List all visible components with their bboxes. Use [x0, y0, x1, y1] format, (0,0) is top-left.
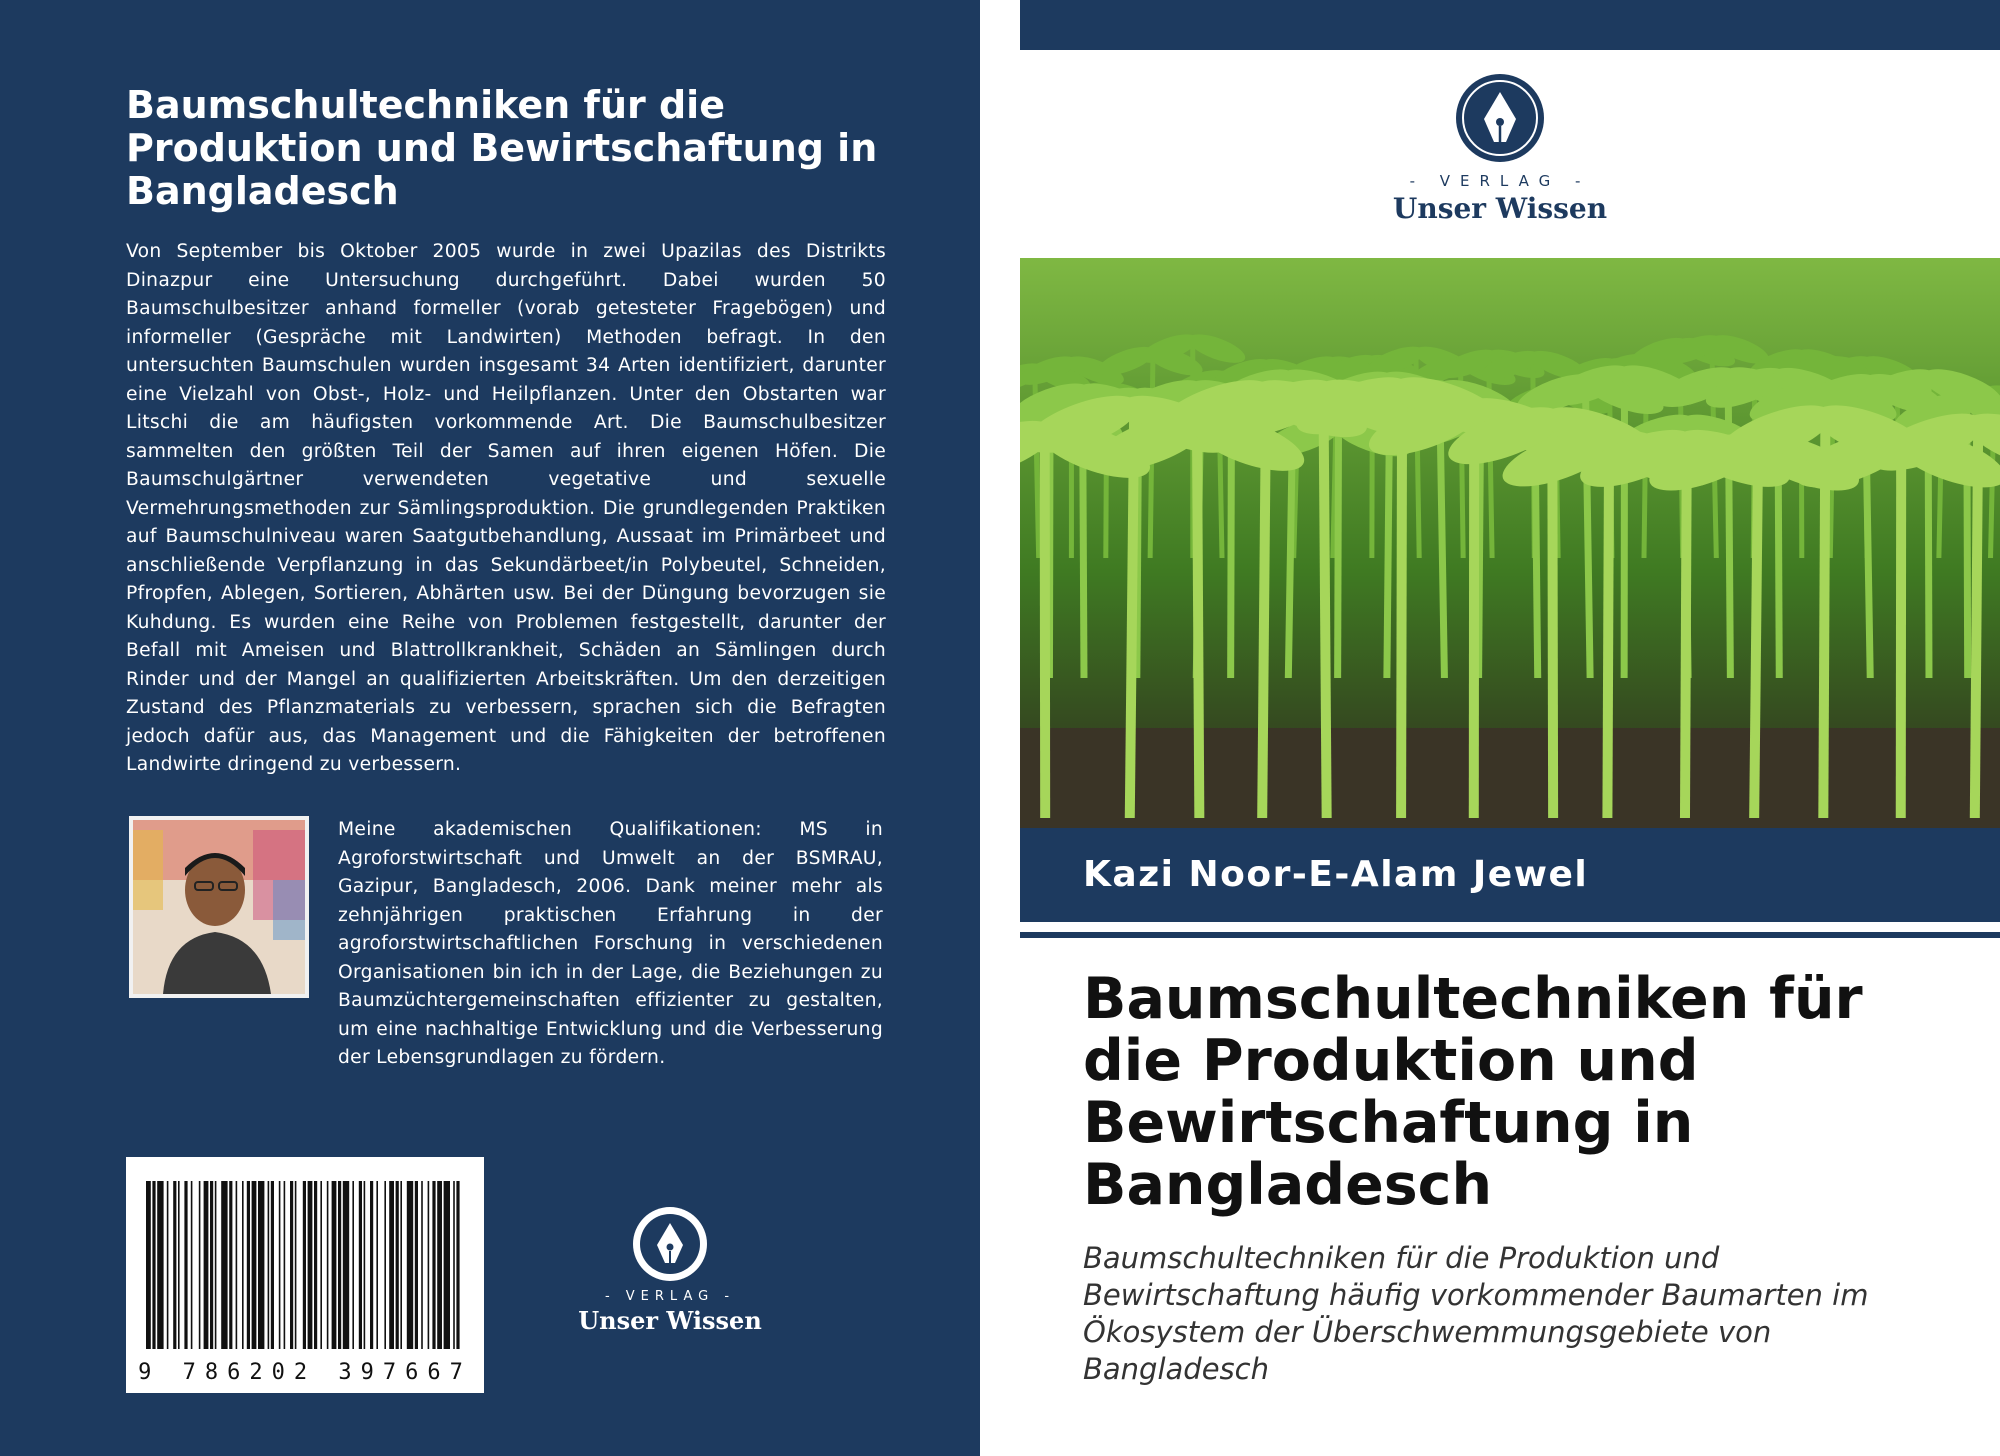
author-name: Kazi Noor-E-Alam Jewel: [1083, 854, 1589, 895]
divider-rule: [1020, 932, 2000, 938]
pen-nib-icon: [631, 1205, 709, 1283]
cover-photo-seedlings: [1020, 258, 2000, 828]
publisher-verlag-label: - VERLAG -: [604, 1289, 736, 1304]
publisher-name: Unser Wissen: [1392, 192, 1608, 225]
publisher-logo-back: [578, 1205, 762, 1335]
front-top-bar: [1020, 0, 2000, 50]
back-cover-title: Baumschultechniken für die Produktion und Bewirtschaftung in Bangladesch: [126, 83, 878, 213]
author-band: [1020, 828, 2000, 922]
isbn-number: 9 786202 397667: [138, 1360, 472, 1385]
author-photo: [129, 816, 309, 998]
book-description: Von September bis Oktober 2005 wurde in zwei Upazilas des Distrikts Dinazpur eine Untersuchung durchgeführt. Dabei wurden 50 Baumschulbesitzer anhand formeller (vorab getesteter Fragebögen) und informeller (Gespräche mit Landwirten) Methoden befragt. In den untersuchten Baumschulen wurden insgesamt 34 Arten identifiziert, darunter eine Vielzahl von Obst-, Holz- und Heilpflanzen. Unter den Obstarten war Litschi die am häufigsten vorkommende Art. Die Baumschulbesitzer sammelten den größten Teil der Samen auf ihren eigenen Höfen. Die Baumschulgärtner verwendeten vegetative und sexuelle Vermehrungsmethoden zur Sämlingsproduktion. Die grundlegenden Praktiken auf Baumschulniveau waren Saatgutbehandlung, Aussaat im Primärbeet und anschließende Verpflanzung in das Sekundärbeet/in Polybeutel, Schneiden, Pfropfen, Ablegen, Sortieren, Abhärten usw. Bei der Düngung bevorzugen sie Kuhdung. Es wurden eine Reihe von Problemen festgestellt, darunter der Befall mit Ameisen und Blattrollkrankheit, Schäden an Sämlingen durch Rinder und der Mangel an qualifizierten Arbeitskräften. Um den derzeitigen Zustand des Pflanzmaterials zu verbessern, sprachen sich die Befragten jedoch dafür aus, das Management und die Fähigkeiten der betroffenen Landwirte dringend zu verbessern.: [126, 241, 886, 775]
back-cover: [0, 0, 980, 1456]
publisher-logo-front: [1360, 72, 1640, 225]
front-cover-subtitle: Baumschultechniken für die Produktion und Bewirtschaftung häufig vorkommender Baumarten im Ökosystem der Überschwemmungsgebiete von Bangladesch: [1083, 1241, 1869, 1386]
pen-nib-icon: [1454, 72, 1546, 164]
publisher-verlag-label: - VERLAG -: [1409, 172, 1591, 190]
spine: [980, 0, 1020, 1456]
front-cover-title: Baumschultechniken für die Produktion und Bewirtschaftung in Bangladesch: [1083, 966, 1863, 1218]
isbn-barcode: [126, 1157, 484, 1393]
author-bio: Meine akademischen Qualifikationen: MS in Agroforstwirtschaft und Umwelt an der BSMRAU, Gazipur, Bangladesch, 2006. Dank meiner mehr als zehnjährigen praktischen Erfahrung in der agroforstwirtschaftlichen Forschung in verschiedenen Organisationen bin ich in der Lage, die Beziehungen zu Baumzüchtergemeinschaften effizienter zu gestalten, um eine nachhaltige Entwicklung und die Verbesserung der Lebensgrundlagen zu fördern.: [338, 819, 883, 1068]
publisher-name: Unser Wissen: [578, 1306, 762, 1335]
